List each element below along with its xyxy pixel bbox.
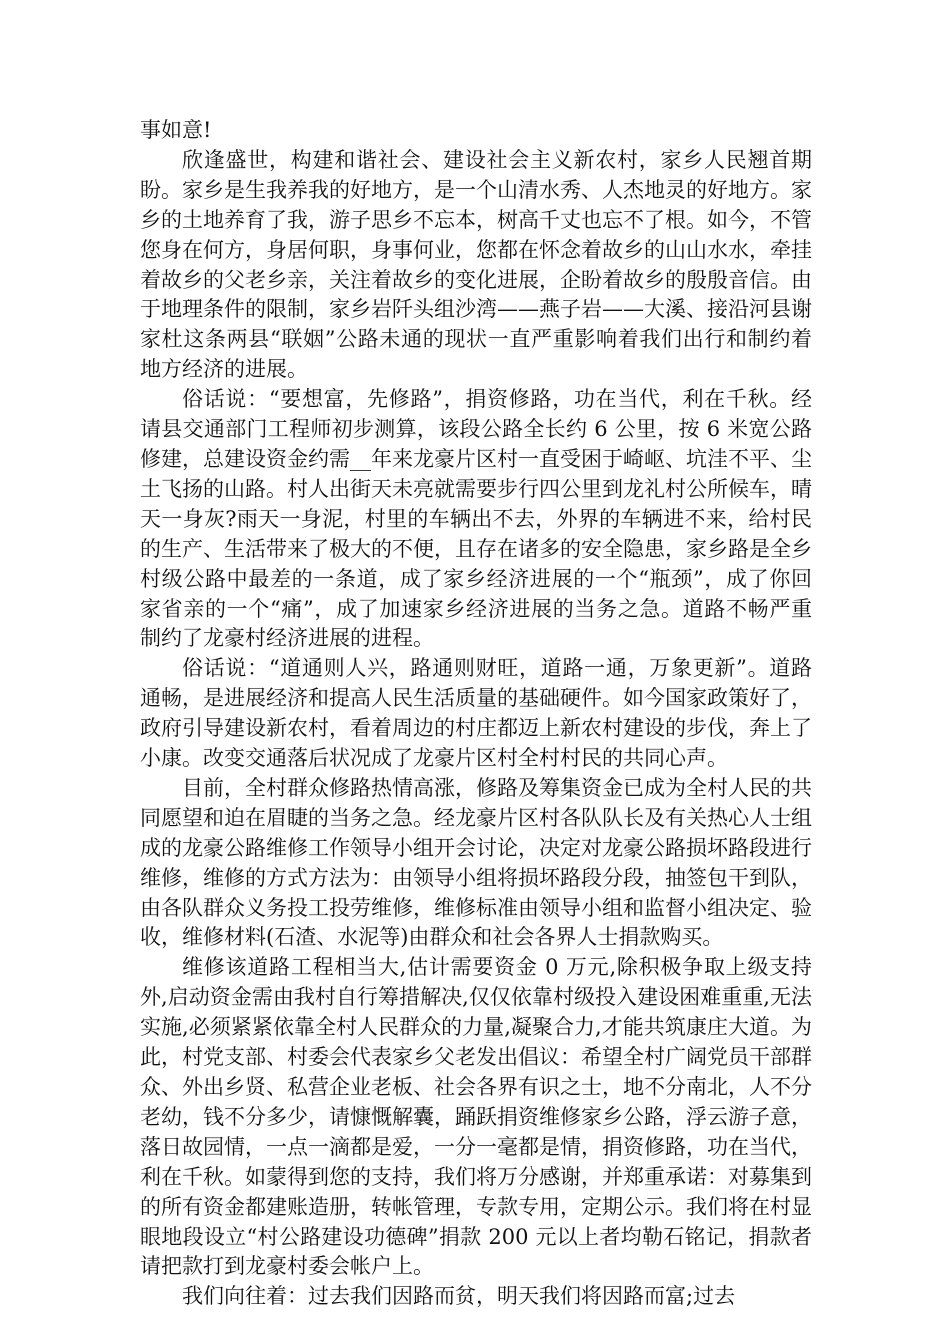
paragraph-1: 事如意!: [140, 118, 212, 142]
paragraph-7: 我们向往着：过去我们因路而贫，明天我们将因路而富;过去: [182, 1284, 736, 1309]
paragraph-4: 俗话说：“道通则人兴，路通则财旺，道路一通，万象更新”。道路通畅，是进展经济和提高人民生活质量的基础硬件。如今国家政策好了，政府引导建设新农村，看着周边的村庄都迈上新农村建设的步伐，奔上了小康。改变交通落后状况成了龙豪片区村全村村民的共同心声。: [140, 656, 812, 771]
paragraph-3: 俗话说：“要想富，先修路”，捐资修路，功在当代，利在千秋。经请县交通部门工程师初步测算，该段公路全长约 6 公里，按 6 米宽公路修建，总建设资金约需__年来龙豪片区村一直受困于崎岖、坑洼不平、尘土飞扬的山路。村人出街天未亮就需要步行四公里到龙礼村公所候车，晴天一身灰?雨天一身泥，村里的车辆出不去，外界的车辆进不来，给村民的生产、生活带来了极大的不便，且存在诸多的安全隐患，家乡路是全乡村级公路中最差的一条道，成了家乡经济进展的一个“瓶颈”，成了你回家省亲的一个“痛”，成了加速家乡经济进展的当务之急。道路不畅严重制约了龙豪村经济进展的进程。: [140, 387, 812, 651]
document-body: [140, 116, 812, 1312]
paragraph-2: 欣逢盛世，构建和谐社会、建设社会主义新农村，家乡人民翘首期盼。家乡是生我养我的好地方，是一个山清水秀、人杰地灵的好地方。家乡的土地养育了我，游子思乡不忘本，树高千丈也忘不了根。如今，不管您身在何方，身居何职，身事何业，您都在怀念着故乡的山山水水，牵挂着故乡的父老乡亲，关注着故乡的变化进展，企盼着故乡的殷殷音信。由于地理条件的限制，家乡岩阡头组沙湾——燕子岩——大溪、接沿河县谢家杜这条两县“联姻”公路未通的现状一直严重影响着我们出行和制约着地方经济的进展。: [140, 147, 812, 382]
paragraph-6: 维修该道路工程相当大,估计需要资金 0 万元,除积极争取上级支持外,启动资金需由我村自行筹措解决,仅仅依靠村级投入建设困难重重,无法实施,必须紧紧依靠全村人民群众的力量,凝聚合力,才能共筑康庄大道。为此，村党支部、村委会代表家乡父老发出倡议：希望全村广阔党员干部群众、外出乡贤、私营企业老板、社会各界有识之士，地不分南北，人不分老幼，钱不分多少，请慷慨解囊，踊跃捐资维修家乡公路，浮云游子意，落日故园情，一点一滴都是爱，一分一毫都是情，捐资修路，功在当代，利在千秋。如蒙得到您的支持，我们将万分感谢，并郑重承诺：对募集到的所有资金都建账造册，转帐管理，专款专用，定期公示。我们将在村显眼地段设立“村公路建设功德碑”捐款 200 元以上者均勒石铭记，捐款者请把款打到龙豪村委会帐户上。: [140, 955, 812, 1279]
paragraph-5: 目前，全村群众修路热情高涨，修路及筹集资金已成为全村人民的共同愿望和迫在眉睫的当务之急。经龙豪片区村各队队长及有关热心人士组成的龙豪公路维修工作领导小组开会讨论，决定对龙豪公路损坏路段进行维修，维修的方式方法为：由领导小组将损坏路段分段，抽签包干到队，由各队群众义务投工投劳维修，维修标准由领导小组和监督小组决定、验收，维修材料(石渣、水泥等)由群众和社会各界人士捐款购买。: [140, 775, 812, 950]
